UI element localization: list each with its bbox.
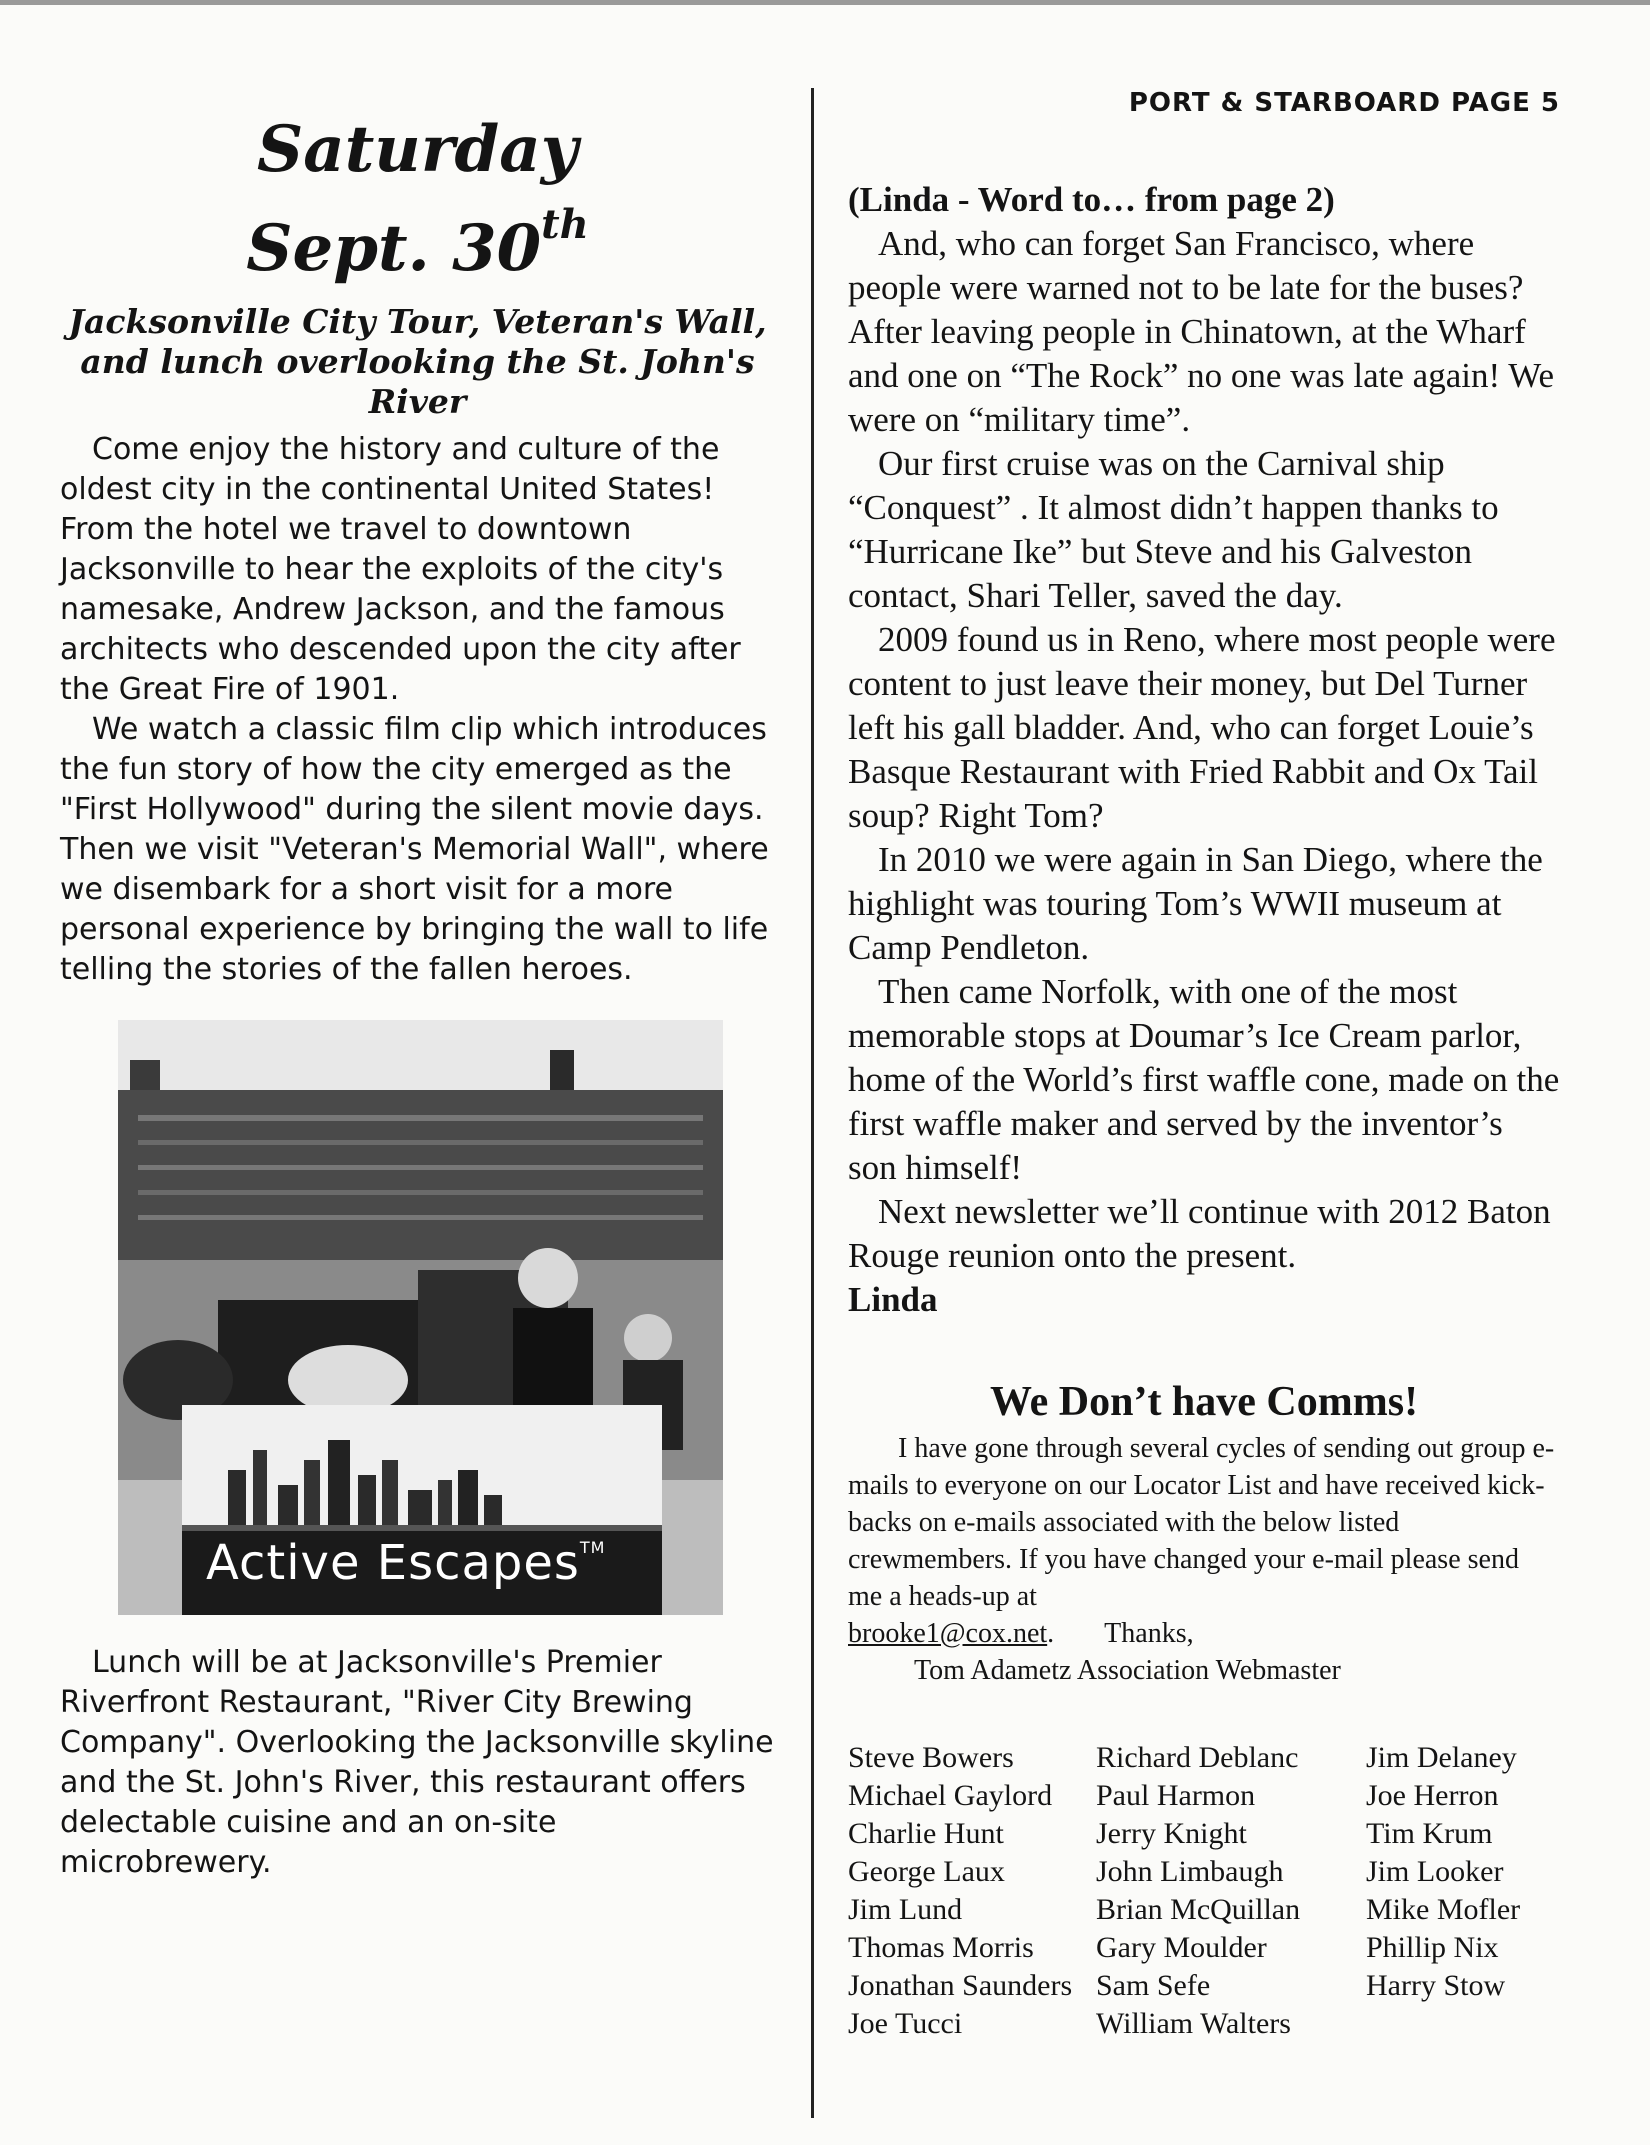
crew-name: Richard Deblanc <box>1096 1741 1299 1774</box>
crew-name: Brian McQuillan <box>1096 1893 1301 1926</box>
crew-name: Thomas Morris <box>848 1931 1034 1964</box>
comms-body <box>848 1430 1560 1689</box>
letter-paragraph: Then came Norfolk, with one of the most memorable stops at Doumar’s Ice Cream parlor, home of the World’s first waffle cone, made on the first waffle maker and served by the inventor’s son himself! <box>848 972 1560 1187</box>
letter-column <box>848 88 1560 2043</box>
letter-paragraph: Our first cruise was on the Carnival ship “Conquest” . It almost didn’t happen thanks to “Hurricane Ike” but Steve and his Galveston contact, Shari Teller, saved the day. <box>848 444 1499 615</box>
crew-name: Jim Delaney <box>1366 1741 1517 1774</box>
event-subtitle: Jacksonville City Tour, Veteran's Wall, and lunch overlooking the St. John's River <box>68 302 767 421</box>
crew-name: Paul Harmon <box>1096 1779 1256 1812</box>
crew-name: Sam Sefe <box>1096 1969 1211 2002</box>
letter-paragraph: And, who can forget San Francisco, where people were warned not to be late for the buses? After leaving people in Chinatown, at the Wharf and one on “The Rock” no one was late again! We were on “military time”. <box>848 224 1554 439</box>
crew-name-list <box>848 1739 1560 2043</box>
photo-caption <box>206 1535 605 1591</box>
crew-name <box>1366 2005 1546 2043</box>
event-date-suffix: th <box>541 201 589 248</box>
letter-paragraph: In 2010 we were again in San Diego, where the highlight was touring Tom’s WWII museum at Camp Pendleton. <box>848 840 1543 967</box>
event-paragraph: Come enjoy the history and culture of the oldest city in the continental United States! From the hotel we travel to downtown Jacksonville to hear the exploits of the city's namesake, Andrew Jackson, and the famous architects who descended upon the city after the Great Fire of 1901. <box>60 432 741 707</box>
photo-caption-text: Active Escapes <box>206 1535 580 1591</box>
crew-name: Jim Looker <box>1366 1855 1504 1888</box>
crew-name: Phillip Nix <box>1366 1931 1499 1964</box>
top-border-line <box>0 0 1650 5</box>
crew-name: Gary Moulder <box>1096 1931 1267 1964</box>
email-link[interactable]: brooke1@cox.net <box>848 1618 1048 1649</box>
crew-name: Jerry Knight <box>1096 1817 1247 1850</box>
crew-name: Harry Stow <box>1366 1969 1506 2002</box>
column-divider <box>811 88 814 2118</box>
comms-signoff: Tom Adametz Association Webmaster <box>914 1655 1341 1686</box>
comms-text: I have gone through several cycles of sending out group e-mails to everyone on our Locator List and have received kick-backs on e-mails associated with the below listed crewmembers. If you have changed your e-mail please send me a heads-up at <box>848 1433 1555 1612</box>
continued-from: (Linda - Word to… from page 2) <box>848 180 1335 219</box>
crew-name: Mike Mofler <box>1366 1893 1521 1926</box>
crew-name: Tim Krum <box>1366 1817 1493 1850</box>
crew-name: Joe Herron <box>1366 1779 1499 1812</box>
page-header: PORT & STARBOARD PAGE 5 <box>1128 88 1560 118</box>
letter-signature: Linda <box>848 1280 938 1319</box>
crew-name: Michael Gaylord <box>848 1779 1053 1812</box>
crew-name: Jim Lund <box>848 1893 963 1926</box>
event-column <box>60 100 775 1883</box>
crew-name: Charlie Hunt <box>848 1817 1004 1850</box>
crew-name: George Laux <box>848 1855 1005 1888</box>
letter-paragraph: 2009 found us in Reno, where most people were content to just leave their money, but Del Turner left his gall bladder. And, who can forget Louie’s Basque Restaurant with Fried Rabbit and Ox Tail soup? Right Tom? <box>848 620 1556 835</box>
event-date-text: Sept. 30 <box>246 211 542 286</box>
crew-name: Steve Bowers <box>848 1741 1014 1774</box>
crew-name: Joe Tucci <box>848 2007 963 2040</box>
photo-illustration <box>118 1020 723 1615</box>
crew-name: Jonathan Saunders <box>848 1969 1073 2002</box>
event-paragraph: Lunch will be at Jacksonville's Premier Riverfront Restaurant, "River City Brewing Company". Overlooking the Jacksonville skyline and the St. John's River, this restaurant offers delectable cuisine and an on-site microbrewery. <box>60 1645 774 1880</box>
comms-title: We Don’t have Comms! <box>989 1379 1419 1425</box>
crew-name: John Limbaugh <box>1096 1855 1284 1888</box>
comms-thanks: Thanks, <box>1104 1618 1194 1649</box>
photo-caption-mark: TM <box>579 1538 606 1557</box>
event-date <box>60 186 775 288</box>
letter-paragraph: Next newsletter we’ll continue with 2012 Baton Rouge reunion onto the present. <box>848 1192 1551 1275</box>
crew-name: William Walters <box>1096 2007 1291 2040</box>
event-paragraph: We watch a classic film clip which introduces the fun story of how the city emerged as the "First Hollywood" during the silent movie days. Then we visit "Veteran's Memorial Wall", where we disembark for a short visit for a more personal experience by bringing the wall to life telling the stories of the fallen heroes. <box>60 712 769 987</box>
event-day: Saturday <box>257 112 578 187</box>
event-photo <box>118 1020 723 1615</box>
email-period: . <box>1047 1618 1055 1649</box>
